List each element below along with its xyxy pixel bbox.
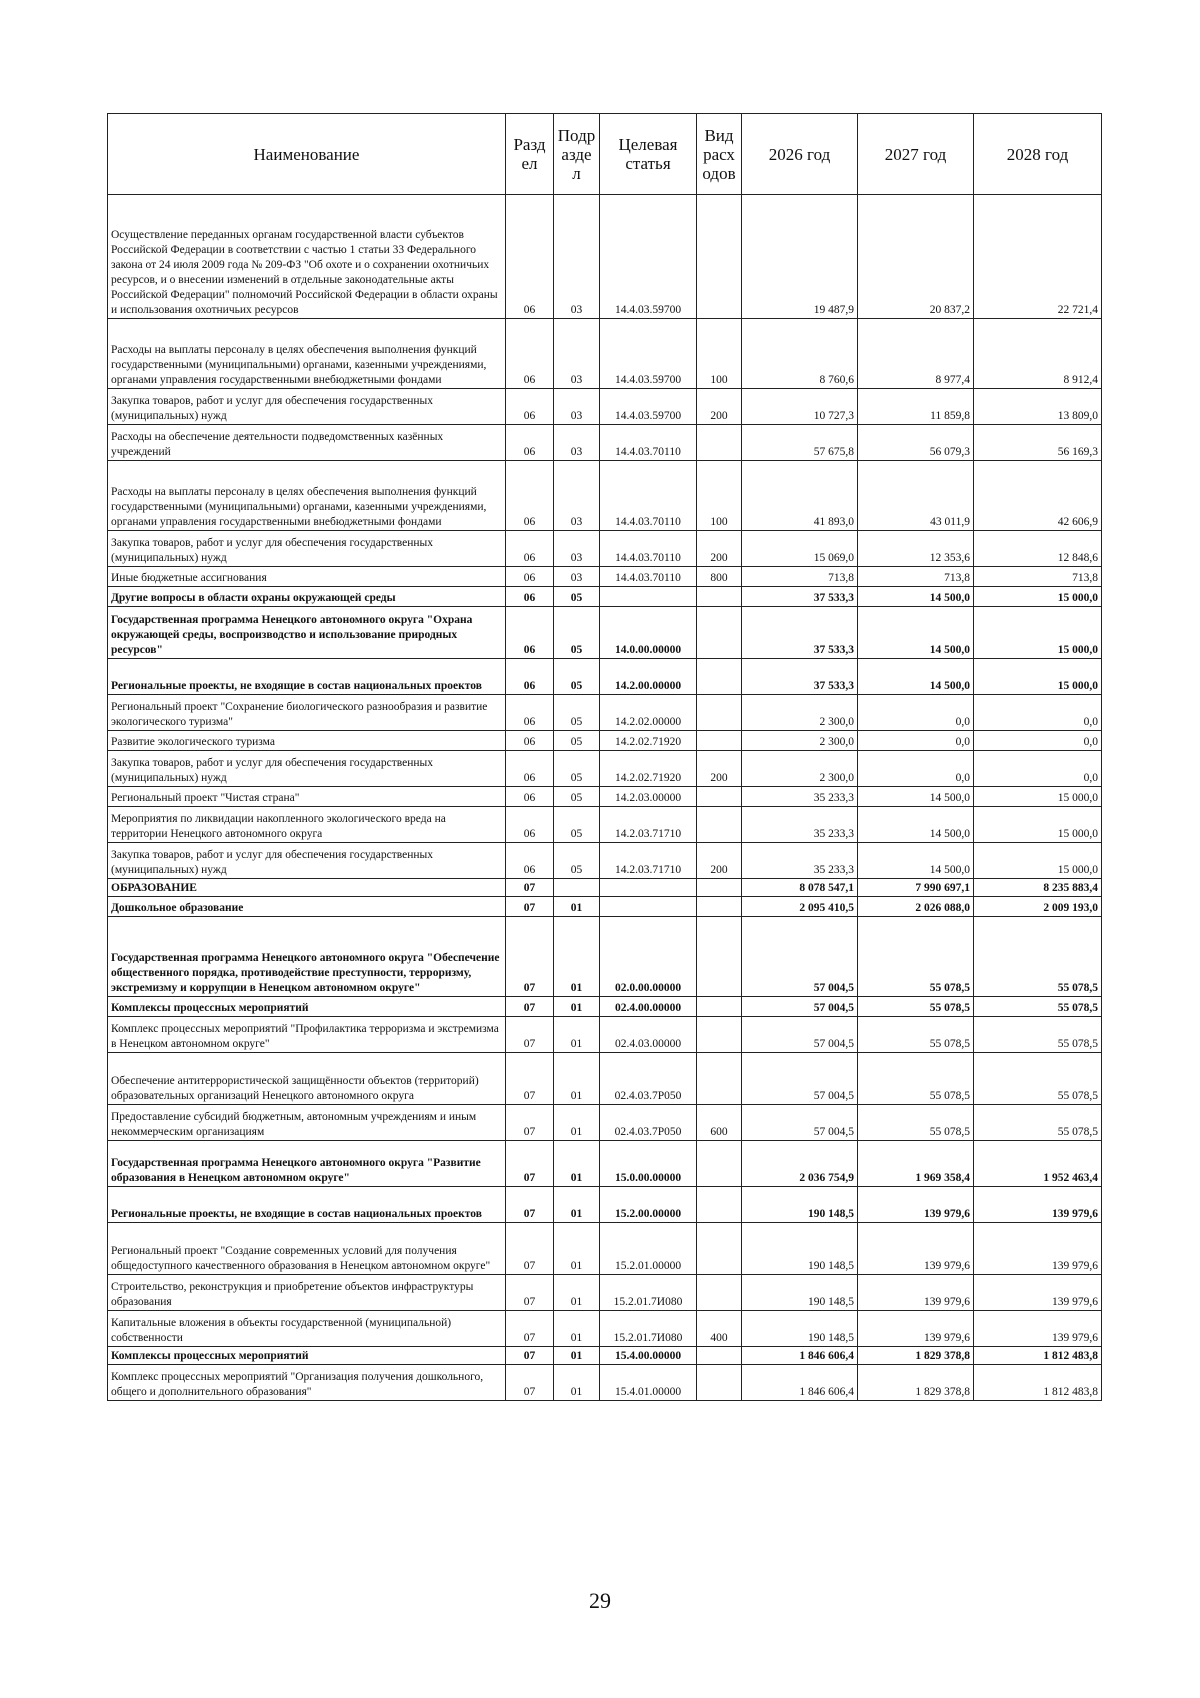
row-2026: 57 004,5: [742, 997, 858, 1017]
row-target: 02.4.00.00000: [600, 997, 697, 1017]
row-expense-type: [697, 1365, 742, 1401]
row-2027: 55 078,5: [858, 1017, 974, 1053]
table-row: [108, 425, 1102, 461]
row-section: 06: [506, 607, 554, 659]
row-expense-type: [697, 587, 742, 607]
row-target: 02.4.03.7Р050: [600, 1105, 697, 1141]
row-2028: 42 606,9: [974, 461, 1102, 531]
row-section: 06: [506, 843, 554, 879]
row-2027: 139 979,6: [858, 1275, 974, 1311]
table-row: [108, 751, 1102, 787]
row-expense-type: [697, 997, 742, 1017]
header-expense-type: Вид расх одов: [697, 114, 742, 195]
row-expense-type: 600: [697, 1105, 742, 1141]
row-name: Комплекс процессных мероприятий "Организация получения дошкольного, общего и дополнительного образования": [108, 1365, 506, 1401]
row-section: 06: [506, 461, 554, 531]
page-number: 29: [589, 1588, 611, 1613]
row-subsection: 01: [554, 997, 600, 1017]
row-expense-type: [697, 695, 742, 731]
row-expense-type: [697, 607, 742, 659]
row-target: 14.2.00.00000: [600, 659, 697, 695]
row-subsection: 01: [554, 1141, 600, 1187]
row-name: Региональный проект "Чистая страна": [108, 787, 506, 807]
row-2027: 55 078,5: [858, 917, 974, 997]
header-2027: 2027 год: [858, 114, 974, 195]
row-target: 14.4.03.70110: [600, 567, 697, 587]
table-row: [108, 319, 1102, 389]
row-name: Закупка товаров, работ и услуг для обеспечения государственных (муниципальных) нужд: [108, 531, 506, 567]
row-subsection: 03: [554, 567, 600, 587]
header-target: Целевая статья: [600, 114, 697, 195]
row-target: 15.4.01.00000: [600, 1365, 697, 1401]
row-2026: 1 846 606,4: [742, 1365, 858, 1401]
header-2028: 2028 год: [974, 114, 1102, 195]
row-expense-type: [697, 787, 742, 807]
row-name: Закупка товаров, работ и услуг для обеспечения государственных (муниципальных) нужд: [108, 751, 506, 787]
row-target: 15.2.00.00000: [600, 1187, 697, 1223]
row-2028: 0,0: [974, 731, 1102, 751]
row-expense-type: 100: [697, 461, 742, 531]
row-2027: 56 079,3: [858, 425, 974, 461]
table-row: [108, 389, 1102, 425]
row-expense-type: [697, 1347, 742, 1365]
header-name: Наименование: [108, 114, 506, 195]
row-2026: 2 095 410,5: [742, 897, 858, 917]
row-subsection: 05: [554, 731, 600, 751]
row-2026: 15 069,0: [742, 531, 858, 567]
table-row: [108, 659, 1102, 695]
row-target: [600, 587, 697, 607]
row-section: 07: [506, 917, 554, 997]
row-expense-type: [697, 1053, 742, 1105]
row-2026: 190 148,5: [742, 1187, 858, 1223]
row-2027: 11 859,8: [858, 389, 974, 425]
row-2026: 190 148,5: [742, 1275, 858, 1311]
table-row: [108, 879, 1102, 897]
budget-table: [107, 113, 1102, 1401]
table-row: [108, 917, 1102, 997]
table-row: [108, 1275, 1102, 1311]
row-expense-type: [697, 897, 742, 917]
row-expense-type: [697, 425, 742, 461]
row-name: Дошкольное образование: [108, 897, 506, 917]
row-name: Расходы на обеспечение деятельности подведомственных казённых учреждений: [108, 425, 506, 461]
row-target: 15.2.01.7И080: [600, 1275, 697, 1311]
row-expense-type: 200: [697, 751, 742, 787]
table-row: [108, 195, 1102, 319]
row-name: Региональный проект "Создание современных условий для получения общедоступного качественного образования в Ненецком автономном округе": [108, 1223, 506, 1275]
table-row: [108, 1347, 1102, 1365]
row-2027: 0,0: [858, 751, 974, 787]
row-section: 07: [506, 1187, 554, 1223]
row-expense-type: [697, 1017, 742, 1053]
row-name: Региональный проект "Сохранение биологического разнообразия и развитие экологического туризма": [108, 695, 506, 731]
table-row: [108, 567, 1102, 587]
row-2028: 55 078,5: [974, 1053, 1102, 1105]
row-target: 14.2.03.71710: [600, 807, 697, 843]
header-subsection: Подр азде л: [554, 114, 600, 195]
row-2028: 55 078,5: [974, 1017, 1102, 1053]
row-name: Осуществление переданных органам государственной власти субъектов Российской Федерации в соответствии с частью 1 статьи 33 Федерального закона от 24 июля 2009 года № 209-ФЗ "Об охоте и о сохранении охотничьих ресурсов, и о внесении изменений в отдельные законодательные акты Российской Федерации" полномочий Российской Федерации в области охраны и использования охотничьих ресурсов: [108, 195, 506, 319]
table-body: [108, 195, 1102, 1401]
row-2027: 14 500,0: [858, 843, 974, 879]
row-target: 14.4.03.59700: [600, 389, 697, 425]
row-2026: 35 233,3: [742, 807, 858, 843]
table-header-row: [108, 114, 1102, 195]
row-expense-type: [697, 917, 742, 997]
row-2027: 139 979,6: [858, 1311, 974, 1347]
row-expense-type: [697, 731, 742, 751]
row-2028: 713,8: [974, 567, 1102, 587]
row-name: Расходы на выплаты персоналу в целях обеспечения выполнения функций государственными (муниципальными) органами, казенными учреждениями, органами управления государственными внебюджетными фондами: [108, 319, 506, 389]
table-row: [108, 807, 1102, 843]
table-row: [108, 1105, 1102, 1141]
row-2026: 57 004,5: [742, 1105, 858, 1141]
row-2028: 1 812 483,8: [974, 1347, 1102, 1365]
table-row: [108, 695, 1102, 731]
row-subsection: 01: [554, 1365, 600, 1401]
row-name: Строительство, реконструкция и приобретение объектов инфраструктуры образования: [108, 1275, 506, 1311]
row-2027: 139 979,6: [858, 1187, 974, 1223]
row-target: [600, 879, 697, 897]
row-subsection: 05: [554, 587, 600, 607]
row-2026: 35 233,3: [742, 843, 858, 879]
row-name: Расходы на выплаты персоналу в целях обеспечения выполнения функций государственными (муниципальными) органами, казенными учреждениями, органами управления государственными внебюджетными фондами: [108, 461, 506, 531]
row-2026: 57 004,5: [742, 917, 858, 997]
row-2028: 15 000,0: [974, 587, 1102, 607]
row-section: 06: [506, 319, 554, 389]
row-2028: 139 979,6: [974, 1311, 1102, 1347]
row-section: 06: [506, 695, 554, 731]
row-name: Другие вопросы в области охраны окружающей среды: [108, 587, 506, 607]
row-expense-type: [697, 1187, 742, 1223]
row-2026: 713,8: [742, 567, 858, 587]
row-section: 06: [506, 731, 554, 751]
row-2028: 15 000,0: [974, 607, 1102, 659]
row-section: 07: [506, 1311, 554, 1347]
row-expense-type: [697, 807, 742, 843]
row-2028: 56 169,3: [974, 425, 1102, 461]
row-2028: 139 979,6: [974, 1223, 1102, 1275]
row-section: 07: [506, 1365, 554, 1401]
row-subsection: 01: [554, 1017, 600, 1053]
row-2028: 1 812 483,8: [974, 1365, 1102, 1401]
row-2027: 0,0: [858, 731, 974, 751]
row-2026: 37 533,3: [742, 607, 858, 659]
row-name: Закупка товаров, работ и услуг для обеспечения государственных (муниципальных) нужд: [108, 843, 506, 879]
row-2026: 37 533,3: [742, 587, 858, 607]
row-subsection: 01: [554, 1311, 600, 1347]
row-section: 07: [506, 1275, 554, 1311]
row-section: 06: [506, 787, 554, 807]
row-name: Комплекс процессных мероприятий "Профилактика терроризма и экстремизма в Ненецком автономном округе": [108, 1017, 506, 1053]
row-name: Мероприятия по ликвидации накопленного экологического вреда на территории Ненецкого автономного округа: [108, 807, 506, 843]
row-subsection: 03: [554, 319, 600, 389]
row-section: 06: [506, 531, 554, 567]
row-2028: 1 952 463,4: [974, 1141, 1102, 1187]
row-subsection: 05: [554, 695, 600, 731]
row-2028: 0,0: [974, 695, 1102, 731]
row-subsection: 01: [554, 1275, 600, 1311]
row-2027: 139 979,6: [858, 1223, 974, 1275]
table-row: [108, 1187, 1102, 1223]
row-2027: 14 500,0: [858, 587, 974, 607]
row-2027: 0,0: [858, 695, 974, 731]
row-2026: 190 148,5: [742, 1311, 858, 1347]
row-2026: 57 004,5: [742, 1053, 858, 1105]
row-2026: 2 300,0: [742, 751, 858, 787]
row-expense-type: 200: [697, 531, 742, 567]
header-section: Разд ел: [506, 114, 554, 195]
row-2026: 19 487,9: [742, 195, 858, 319]
row-section: 07: [506, 1347, 554, 1365]
table-row: [108, 461, 1102, 531]
row-subsection: 03: [554, 389, 600, 425]
row-2026: 57 675,8: [742, 425, 858, 461]
row-section: 07: [506, 1105, 554, 1141]
row-name: Предоставление субсидий бюджетным, автономным учреждениям и иным некоммерческим организациям: [108, 1105, 506, 1141]
row-name: Государственная программа Ненецкого автономного округа "Развитие образования в Ненецком автономном округе": [108, 1141, 506, 1187]
row-target: 14.4.03.70110: [600, 461, 697, 531]
row-target: 15.2.01.7И080: [600, 1311, 697, 1347]
row-2026: 2 036 754,9: [742, 1141, 858, 1187]
row-section: 07: [506, 1223, 554, 1275]
row-2027: 55 078,5: [858, 997, 974, 1017]
row-2026: 41 893,0: [742, 461, 858, 531]
row-name: Государственная программа Ненецкого автономного округа "Охрана окружающей среды, воспроизводство и использование природных ресурсов": [108, 607, 506, 659]
row-2027: 14 500,0: [858, 807, 974, 843]
row-name: Капитальные вложения в объекты государственной (муниципальной) собственности: [108, 1311, 506, 1347]
row-2028: 55 078,5: [974, 997, 1102, 1017]
row-expense-type: [697, 1141, 742, 1187]
row-target: 14.2.02.71920: [600, 751, 697, 787]
row-2028: 2 009 193,0: [974, 897, 1102, 917]
table-row: [108, 997, 1102, 1017]
row-subsection: 01: [554, 917, 600, 997]
row-subsection: 01: [554, 897, 600, 917]
row-2027: 55 078,5: [858, 1053, 974, 1105]
row-subsection: 05: [554, 843, 600, 879]
row-2026: 57 004,5: [742, 1017, 858, 1053]
table-row: [108, 1365, 1102, 1401]
row-section: 07: [506, 1141, 554, 1187]
row-expense-type: 200: [697, 843, 742, 879]
row-expense-type: [697, 1275, 742, 1311]
row-2028: 15 000,0: [974, 843, 1102, 879]
row-section: 06: [506, 587, 554, 607]
row-2027: 55 078,5: [858, 1105, 974, 1141]
row-2028: 139 979,6: [974, 1187, 1102, 1223]
row-target: 14.4.03.70110: [600, 531, 697, 567]
row-target: 14.4.03.70110: [600, 425, 697, 461]
row-subsection: 01: [554, 1223, 600, 1275]
row-name: Обеспечение антитеррористической защищённости объектов (территорий) образовательных организаций Ненецкого автономного округа: [108, 1053, 506, 1105]
row-target: 14.2.03.00000: [600, 787, 697, 807]
table-row: [108, 1053, 1102, 1105]
row-expense-type: [697, 1223, 742, 1275]
row-name: Региональные проекты, не входящие в состав национальных проектов: [108, 659, 506, 695]
row-expense-type: 200: [697, 389, 742, 425]
row-2026: 2 300,0: [742, 695, 858, 731]
row-subsection: 01: [554, 1347, 600, 1365]
row-section: 06: [506, 567, 554, 587]
row-subsection: [554, 879, 600, 897]
row-section: 07: [506, 1017, 554, 1053]
row-target: 14.2.02.71920: [600, 731, 697, 751]
row-subsection: 05: [554, 607, 600, 659]
row-expense-type: [697, 659, 742, 695]
row-section: 06: [506, 659, 554, 695]
row-2027: 43 011,9: [858, 461, 974, 531]
header-2026: 2026 год: [742, 114, 858, 195]
row-expense-type: 400: [697, 1311, 742, 1347]
row-2028: 55 078,5: [974, 917, 1102, 997]
table-row: [108, 1017, 1102, 1053]
row-subsection: 03: [554, 425, 600, 461]
row-name: Региональные проекты, не входящие в состав национальных проектов: [108, 1187, 506, 1223]
row-2026: 37 533,3: [742, 659, 858, 695]
row-expense-type: [697, 879, 742, 897]
row-2028: 8 235 883,4: [974, 879, 1102, 897]
row-2027: 2 026 088,0: [858, 897, 974, 917]
row-2027: 12 353,6: [858, 531, 974, 567]
table-row: [108, 607, 1102, 659]
table-row: [108, 731, 1102, 751]
row-target: 15.2.01.00000: [600, 1223, 697, 1275]
row-subsection: 05: [554, 807, 600, 843]
row-target: 14.4.03.59700: [600, 195, 697, 319]
row-section: 06: [506, 195, 554, 319]
row-section: 06: [506, 389, 554, 425]
row-2027: 14 500,0: [858, 607, 974, 659]
table-row: [108, 1141, 1102, 1187]
row-2027: 1 969 358,4: [858, 1141, 974, 1187]
row-subsection: 03: [554, 531, 600, 567]
table-row: [108, 787, 1102, 807]
row-2026: 8 760,6: [742, 319, 858, 389]
row-2026: 2 300,0: [742, 731, 858, 751]
row-name: Развитие экологического туризма: [108, 731, 506, 751]
row-section: 07: [506, 1053, 554, 1105]
table-row: [108, 531, 1102, 567]
row-2028: 12 848,6: [974, 531, 1102, 567]
row-name: Иные бюджетные ассигнования: [108, 567, 506, 587]
row-subsection: 05: [554, 787, 600, 807]
row-target: 02.0.00.00000: [600, 917, 697, 997]
row-section: 07: [506, 879, 554, 897]
row-subsection: 01: [554, 1105, 600, 1141]
row-2028: 55 078,5: [974, 1105, 1102, 1141]
row-2027: 14 500,0: [858, 659, 974, 695]
row-2026: 190 148,5: [742, 1223, 858, 1275]
row-2027: 713,8: [858, 567, 974, 587]
row-target: 14.4.03.59700: [600, 319, 697, 389]
row-name: Государственная программа Ненецкого автономного округа "Обеспечение общественного порядка, противодействие преступности, терроризму, экстремизму и коррупции в Ненецком автономном округе": [108, 917, 506, 997]
table-row: [108, 1311, 1102, 1347]
row-2027: 7 990 697,1: [858, 879, 974, 897]
row-expense-type: [697, 195, 742, 319]
table-row: [108, 1223, 1102, 1275]
table-row: [108, 897, 1102, 917]
row-subsection: 01: [554, 1187, 600, 1223]
row-target: 14.2.03.71710: [600, 843, 697, 879]
row-section: 06: [506, 425, 554, 461]
row-target: 14.2.02.00000: [600, 695, 697, 731]
table-row: [108, 587, 1102, 607]
row-section: 07: [506, 897, 554, 917]
row-section: 07: [506, 997, 554, 1017]
row-target: 15.0.00.00000: [600, 1141, 697, 1187]
row-name: Закупка товаров, работ и услуг для обеспечения государственных (муниципальных) нужд: [108, 389, 506, 425]
row-subsection: 05: [554, 751, 600, 787]
row-2027: 14 500,0: [858, 787, 974, 807]
row-2028: 15 000,0: [974, 807, 1102, 843]
row-subsection: 01: [554, 1053, 600, 1105]
row-2028: 15 000,0: [974, 659, 1102, 695]
row-2027: 8 977,4: [858, 319, 974, 389]
row-subsection: 03: [554, 461, 600, 531]
row-name: Комплексы процессных мероприятий: [108, 997, 506, 1017]
row-2028: 13 809,0: [974, 389, 1102, 425]
row-2028: 22 721,4: [974, 195, 1102, 319]
row-2026: 10 727,3: [742, 389, 858, 425]
row-target: [600, 897, 697, 917]
row-expense-type: 800: [697, 567, 742, 587]
row-2026: 8 078 547,1: [742, 879, 858, 897]
row-2026: 1 846 606,4: [742, 1347, 858, 1365]
table-row: [108, 843, 1102, 879]
row-section: 06: [506, 807, 554, 843]
row-target: 15.4.00.00000: [600, 1347, 697, 1365]
row-2028: 8 912,4: [974, 319, 1102, 389]
row-name: ОБРАЗОВАНИЕ: [108, 879, 506, 897]
row-expense-type: 100: [697, 319, 742, 389]
row-section: 06: [506, 751, 554, 787]
row-target: 02.4.03.7Р050: [600, 1053, 697, 1105]
row-2026: 35 233,3: [742, 787, 858, 807]
row-2028: 139 979,6: [974, 1275, 1102, 1311]
row-2028: 15 000,0: [974, 787, 1102, 807]
row-target: 02.4.03.00000: [600, 1017, 697, 1053]
row-2027: 20 837,2: [858, 195, 974, 319]
row-2027: 1 829 378,8: [858, 1347, 974, 1365]
row-2027: 1 829 378,8: [858, 1365, 974, 1401]
row-subsection: 03: [554, 195, 600, 319]
row-2028: 0,0: [974, 751, 1102, 787]
row-subsection: 05: [554, 659, 600, 695]
row-name: Комплексы процессных мероприятий: [108, 1347, 506, 1365]
row-target: 14.0.00.00000: [600, 607, 697, 659]
